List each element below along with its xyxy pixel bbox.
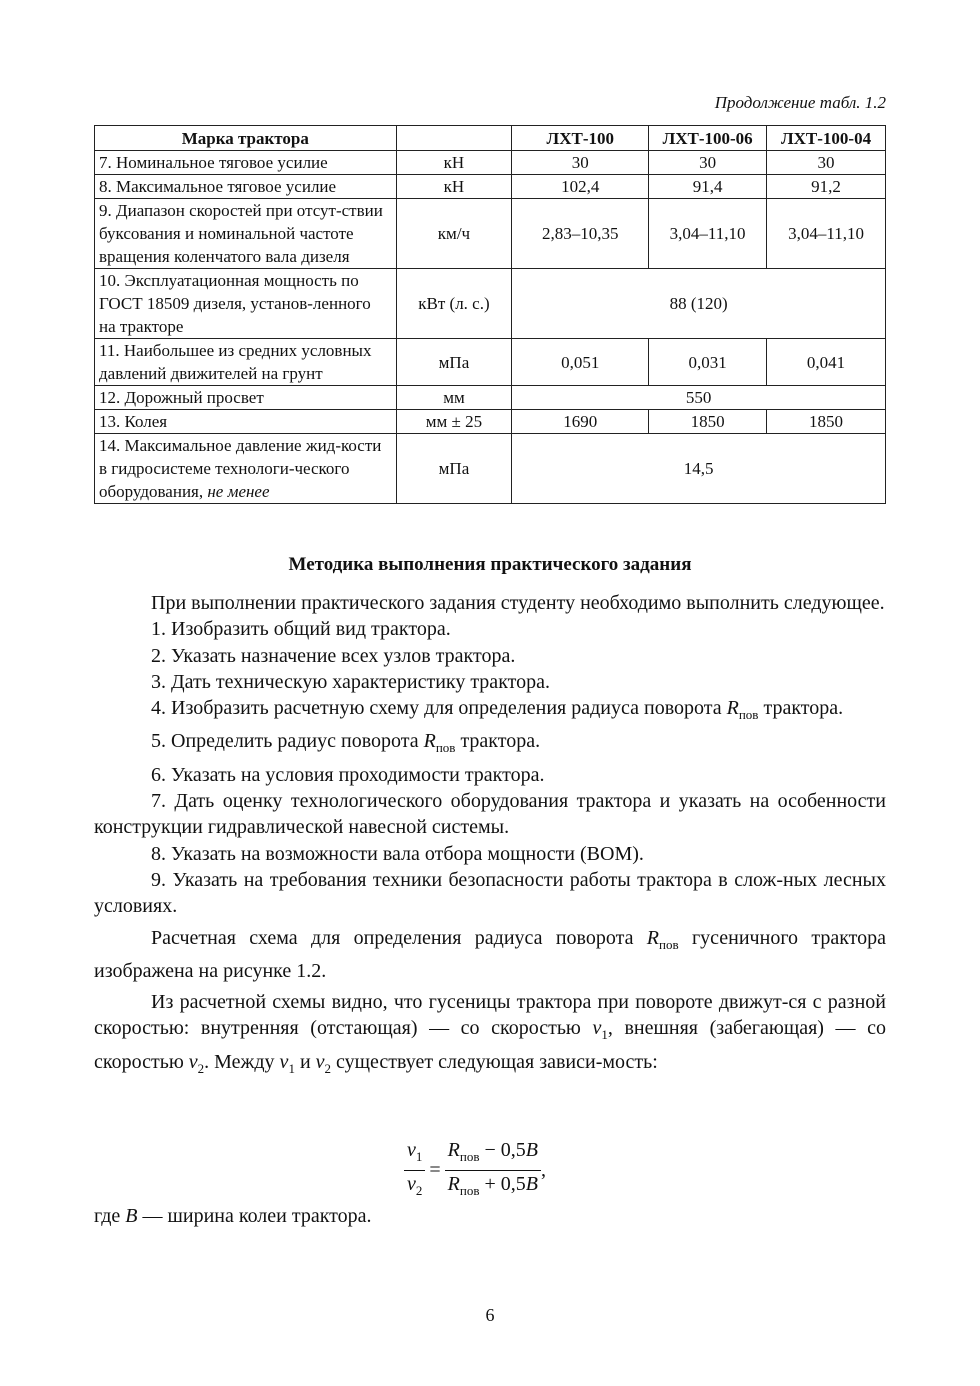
scheme-text: Расчетная схема для определения радиуса поворота — [151, 926, 634, 949]
symbol-v: v — [188, 1050, 198, 1073]
row-unit: мПа — [396, 434, 512, 504]
table-header-row — [95, 126, 886, 151]
row-name: 12. Дорожный просвет — [95, 386, 397, 410]
step-1: 1. Изобразить общий вид трактора. — [151, 618, 451, 641]
symbol-sub: пов — [738, 707, 759, 723]
table-row — [95, 386, 886, 410]
row-value: 0,041 — [767, 339, 886, 386]
row-name: 9. Диапазон скоростей при отсут-ствии буксования и номинальной частоте вращения коленчатого вала дизеля — [95, 199, 397, 269]
symbol-v: v — [407, 1173, 416, 1195]
row-name-italic: не менее — [207, 482, 270, 501]
plus-half: + 0,5 — [484, 1173, 526, 1195]
row-value: 91,2 — [767, 175, 886, 199]
sub-1: 1 — [601, 1027, 608, 1043]
tracks-paragraph — [94, 989, 886, 1082]
step-4-tail: трактора. — [763, 697, 844, 720]
row-value: 30 — [512, 151, 649, 175]
row-value: 1850 — [767, 410, 886, 434]
equals-sign: = — [429, 1159, 441, 1181]
table-caption: Продолжение табл. 1.2 — [714, 93, 886, 112]
row-merged-value: 88 (120) — [512, 269, 886, 339]
tracks-text-2: , внешняя (забегающая) — со скоростью — [94, 1017, 886, 1073]
tracks-text-4: существует следующая зависи-мость: — [336, 1050, 658, 1073]
where-text: — ширина колеи трактора. — [142, 1205, 372, 1227]
left-numerator — [404, 1138, 425, 1171]
row-name — [95, 434, 397, 504]
step-4 — [94, 695, 886, 728]
page-number: 6 — [485, 1305, 495, 1325]
row-value: 1850 — [649, 410, 767, 434]
symbol-v: v — [279, 1050, 289, 1073]
step-5 — [94, 728, 886, 761]
symbol-v: v — [407, 1139, 416, 1161]
right-fraction — [445, 1138, 541, 1203]
symbol-r: R — [726, 697, 739, 720]
row-value: 30 — [649, 151, 767, 175]
header-lht100-06: ЛХТ-100-06 — [649, 126, 767, 151]
row-value: 30 — [767, 151, 886, 175]
table-row — [95, 410, 886, 434]
left-fraction — [404, 1138, 425, 1203]
sub-1: 1 — [288, 1060, 295, 1076]
tracks-and: и — [299, 1050, 311, 1073]
table-row — [95, 151, 886, 175]
symbol-b: B — [125, 1205, 138, 1227]
step-8: 8. Указать на возможности вала отбора мощности (ВОМ). — [151, 842, 644, 865]
row-unit: кВт (л. с.) — [396, 269, 512, 339]
scheme-tail: гусеничного трактора изображена на рисунке 1.2. — [94, 926, 887, 982]
step-6: 6. Указать на условия проходимости трактора. — [151, 763, 545, 786]
row-value: 2,83–10,35 — [512, 199, 649, 269]
table-row — [95, 175, 886, 199]
sub-1: 1 — [415, 1149, 423, 1164]
row-name-text: 14. Максимальное давление жид-кости в гидросистеме технологи-ческого оборудования, — [99, 436, 382, 501]
row-merged-value: 14,5 — [512, 434, 886, 504]
table-row — [95, 339, 886, 386]
symbol-r: R — [423, 730, 436, 753]
minus-half: − 0,5 — [484, 1139, 526, 1161]
symbol-sub: пов — [435, 740, 456, 756]
symbol-sub: пов — [459, 1149, 480, 1164]
row-value: 102,4 — [512, 175, 649, 199]
row-name: 11. Наибольшее из средних условных давлений движителей на грунт — [95, 339, 397, 386]
step-2: 2. Указать назначение всех узлов трактора. — [151, 644, 516, 667]
row-value: 91,4 — [649, 175, 767, 199]
row-unit: км/ч — [396, 199, 512, 269]
row-value: 3,04–11,10 — [767, 199, 886, 269]
symbol-b: B — [525, 1139, 538, 1161]
right-denominator — [445, 1171, 541, 1203]
tracks-text-3: . Между — [204, 1050, 275, 1073]
header-unit — [396, 126, 512, 151]
row-value: 3,04–11,10 — [649, 199, 767, 269]
section-heading: Методика выполнения практического задания — [288, 554, 692, 575]
velocity-ratio-formula — [404, 1138, 546, 1203]
row-name: 8. Максимальное тяговое усилие — [95, 175, 397, 199]
row-unit: мм — [396, 386, 512, 410]
row-name: 7. Номинальное тяговое усилие — [95, 151, 397, 175]
row-merged-value: 550 — [512, 386, 886, 410]
header-lht100-04: ЛХТ-100-04 — [767, 126, 886, 151]
row-unit: мПа — [396, 339, 512, 386]
symbol-r: R — [447, 1173, 460, 1195]
left-denominator — [404, 1171, 425, 1203]
step-5-text: 5. Определить радиус поворота — [151, 730, 419, 753]
step-3: 3. Дать техническую характеристику трактора. — [151, 670, 550, 693]
step-7: 7. Дать оценку технологического оборудования трактора и указать на особенности конструкции гидравлической навесной системы. — [94, 790, 886, 839]
right-numerator — [445, 1138, 541, 1171]
step-9: 9. Указать на требования техники безопасности работы трактора в слож-ных лесных условиях. — [94, 868, 886, 918]
row-name: 13. Колея — [95, 410, 397, 434]
specs-table — [94, 125, 886, 504]
sub-2: 2 — [324, 1060, 332, 1076]
row-name: 10. Эксплуатационная мощность по ГОСТ 18509 дизеля, установ-ленного на тракторе — [95, 269, 397, 339]
row-unit: кН — [396, 175, 512, 199]
where-line — [94, 1205, 372, 1228]
row-unit: кН — [396, 151, 512, 175]
where-prefix: где — [94, 1205, 121, 1227]
symbol-r: R — [447, 1139, 460, 1161]
row-unit: мм ± 25 — [396, 410, 512, 434]
sub-2: 2 — [197, 1060, 205, 1076]
scheme-paragraph — [94, 925, 886, 985]
header-brand: Марка трактора — [95, 126, 397, 151]
table-row — [95, 269, 886, 339]
step-5-tail: трактора. — [460, 730, 541, 753]
row-value: 0,031 — [649, 339, 767, 386]
header-lht100: ЛХТ-100 — [512, 126, 649, 151]
tracks-text-1: Из расчетной схемы видно, что гусеницы трактора при повороте движут-ся с разной скоростью: внутренняя (отстающая) — со скоростью — [94, 991, 886, 1040]
table-row — [95, 199, 886, 269]
row-value: 1690 — [512, 410, 649, 434]
formula-comma: , — [541, 1159, 546, 1181]
row-value: 0,051 — [512, 339, 649, 386]
symbol-sub: пов — [459, 1183, 480, 1198]
intro-paragraph: При выполнении практического задания студенту необходимо выполнить следующее. — [151, 592, 885, 614]
step-4-text: 4. Изобразить расчетную схему для определения радиуса поворота — [151, 697, 722, 720]
symbol-v: v — [592, 1017, 602, 1040]
table-row — [95, 434, 886, 504]
symbol-r: R — [646, 926, 660, 949]
body-text — [94, 590, 886, 1082]
symbol-v: v — [315, 1050, 325, 1073]
symbol-sub: пов — [659, 936, 679, 952]
sub-2: 2 — [415, 1183, 423, 1198]
symbol-b: B — [525, 1173, 538, 1195]
